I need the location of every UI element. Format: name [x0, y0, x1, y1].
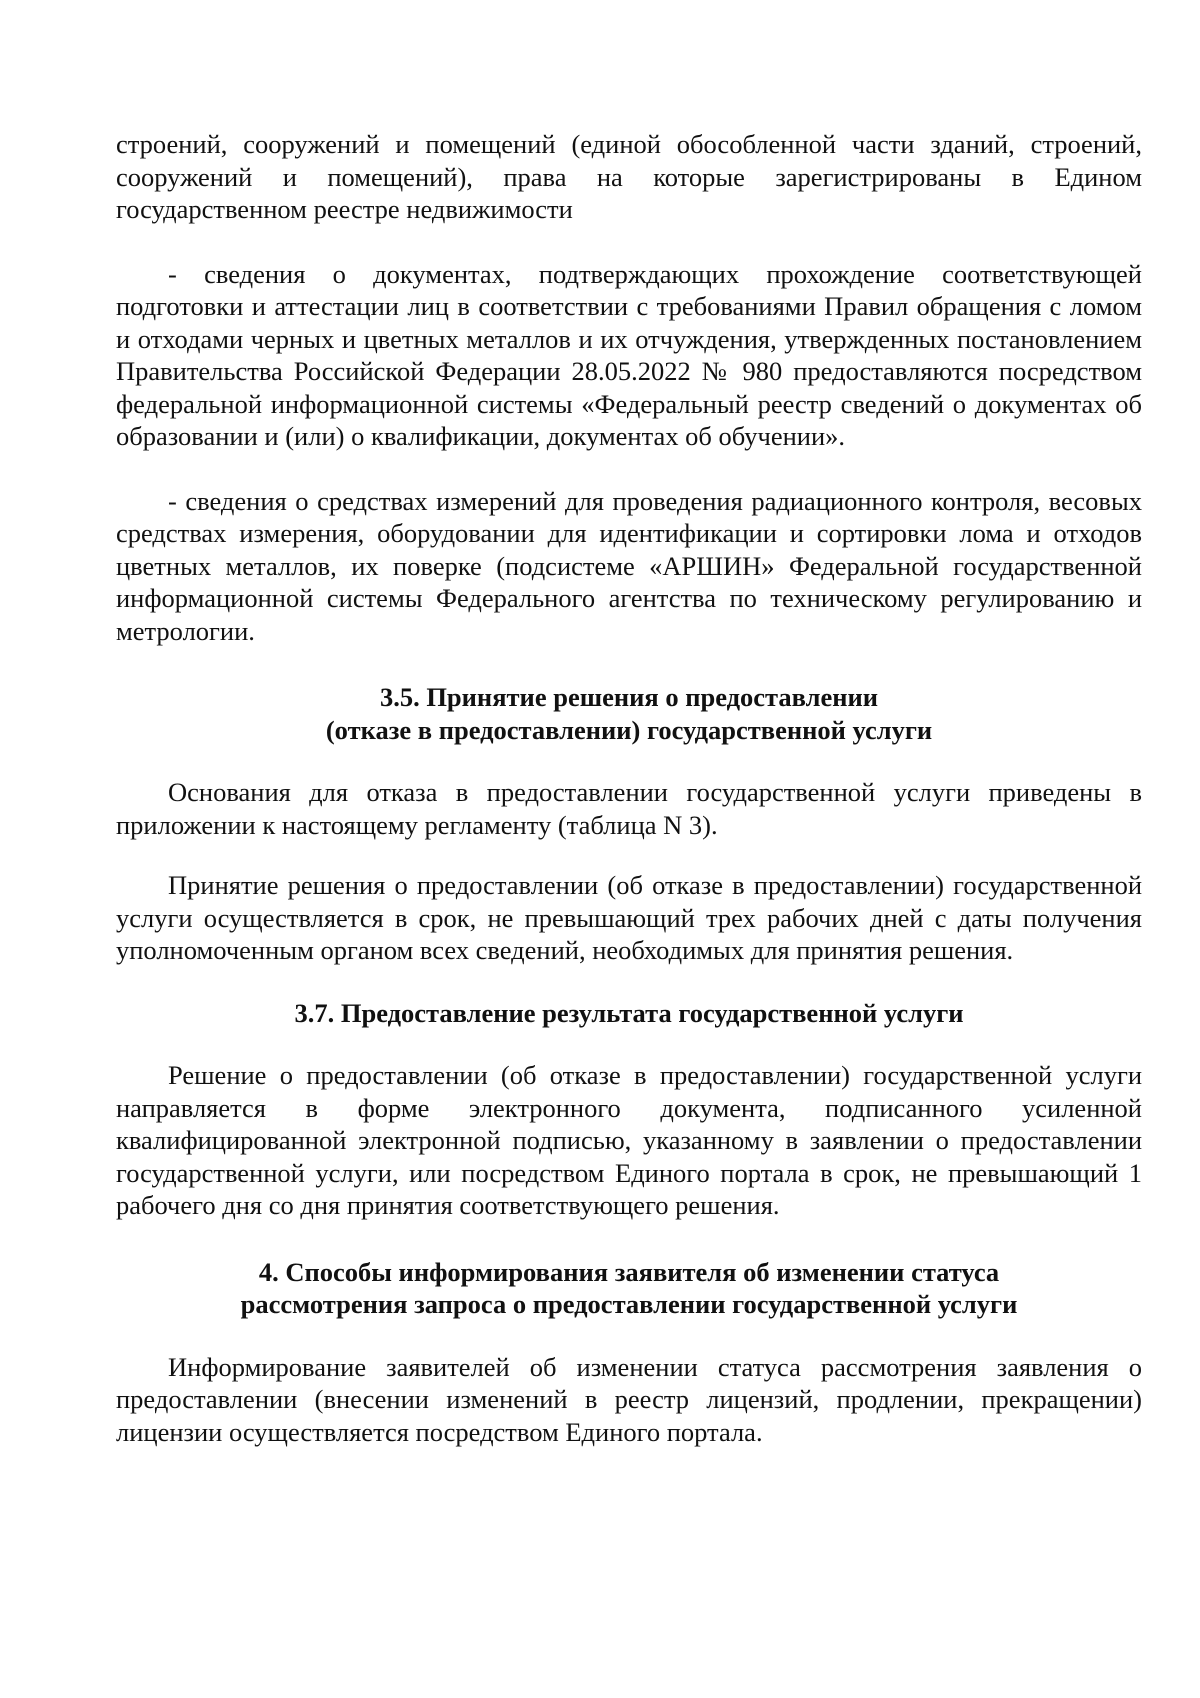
section-3-7-heading: [116, 997, 1142, 1030]
section-3-5-heading-line-2: (отказе в предоставлении) государственной услуги: [325, 714, 933, 745]
section-3-5-heading-line-1: 3.5. Принятие решения о предоставлении: [379, 682, 879, 712]
paragraph-buildings-registry: строений, сооружений и помещений (единой обособленной части зданий, строений, сооружений и помещений), права на которые зарегистрированы в Едином государственном реестре недвижимости: [116, 129, 1142, 224]
paragraph-result-delivery: Решение о предоставлении (об отказе в предоставлении) государственной услуги направляется в форме электронного документа, подписанного усиленной квалифицированной электронной подписью, указанному в заявлении о предоставлении государственной услуги, или посредством Единого портала в срок, не превышающий 1 рабочего дня со дня принятия соответствующего решения.: [116, 1060, 1142, 1220]
paragraph-decision-deadline: Принятие решения о предоставлении (об отказе в предоставлении) государственной услуги осуществляется в срок, не превышающий трех рабочих дней с даты получения уполномоченным органом всех сведений, необходимых для принятия решения.: [116, 870, 1142, 965]
section-3-5-heading: [116, 681, 1142, 746]
document-page: [116, 128, 1142, 1448]
section-4-heading: [116, 1256, 1142, 1321]
paragraph-refusal-grounds: Основания для отказа в предоставлении государственной услуги приведены в приложении к настоящему регламенту (таблица N 3).: [116, 777, 1142, 840]
section-4-heading-line-2: рассмотрения запроса о предоставлении государственной услуги: [240, 1289, 1018, 1319]
paragraph-measuring-instruments: - сведения о средствах измерений для проведения радиационного контроля, весовых средствах измерения, оборудовании для идентификации и сортировки лома и отходов цветных металлов, их поверке (подсистеме «АРШИН» Федеральной государственной информационной системы Федерального агентства по техническому регулированию и метрологии.: [116, 485, 1142, 646]
paragraph-status-notification: Информирование заявителей об изменении статуса рассмотрения заявления о предоставлении (внесении изменений в реестр лицензий, продлении, прекращении) лицензии осуществляется посредством Единого портала.: [116, 1351, 1142, 1447]
paragraph-training-certification: - сведения о документах, подтверждающих прохождение соответствующей подготовки и аттестации лиц в соответствии с требованиями Правил обращения с ломом и отходами черных и цветных металлов и их отчуждения, утвержденных постановлением Правительства Российской Федерации 28.05.2022 № 980 предоставляются посредством федеральной информационной системы «Федеральный реестр сведений о документах об образовании и (или) о квалификации, документах об обучении».: [116, 258, 1142, 451]
section-3-7-heading-line: 3.7. Предоставление результата государственной услуги: [294, 997, 964, 1028]
section-4-heading-line-1: 4. Способы информирования заявителя об изменении статуса: [258, 1256, 1000, 1287]
